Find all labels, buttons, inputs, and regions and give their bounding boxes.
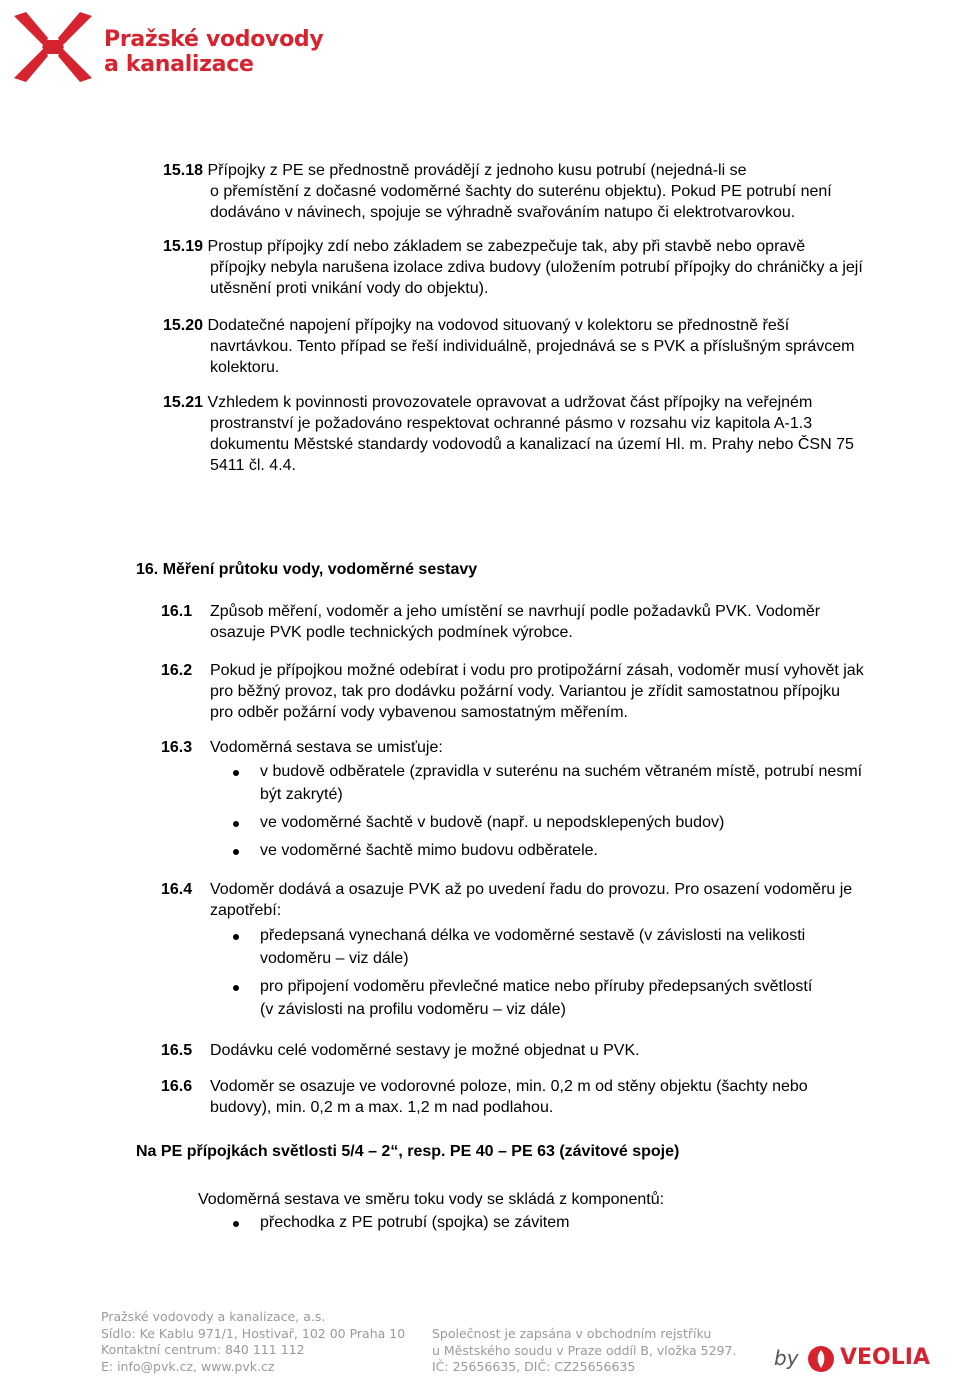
list-item-line: ve vodoměrné šachtě v budově (např. u nepodsklepených budov): [260, 814, 725, 831]
veolia-logo: [774, 1344, 954, 1376]
paragraph-number: 16.3: [161, 739, 193, 756]
company-logo-text: [104, 27, 323, 77]
paragraph-line: kolektoru.: [210, 359, 280, 376]
paragraph-line: 5411 čl. 4.4.: [210, 457, 296, 474]
paragraph-line: prostranství je požadováno respektovat ochranné pásmo v rozsahu viz kapitola A-1.3: [210, 415, 813, 432]
paragraph-number: 16.2: [161, 662, 193, 679]
list-item-line: vodoměru – viz dále): [260, 950, 409, 967]
paragraph-line: Vodoměrná sestava se umisťuje:: [210, 739, 443, 756]
footer-company-name: Pražské vodovody a kanalizace, a.s.: [101, 1309, 326, 1324]
paragraph-line: utěsnění proti vnikání vody do objektu).: [210, 280, 489, 297]
paragraph-15-21: [163, 392, 933, 476]
paragraph-line: Vzhledem k povinnosti provozovatele opravovat a udržovat část přípojky na veřejném: [207, 394, 813, 411]
paragraph-number: 16.1: [161, 603, 193, 620]
paragraph-line: zapotřebí:: [210, 902, 282, 919]
pe-connections-heading: Na PE přípojkách světlosti 5/4 – 2“, resp. PE 40 – PE 63 (závitové spoje): [136, 1143, 680, 1160]
veolia-wordmark: VEOLIA: [840, 1345, 930, 1370]
list-item-line: přechodka z PE potrubí (spojka) se závitem: [260, 1214, 570, 1231]
paragraph-number: 15.20: [163, 317, 204, 334]
paragraph-line: Přípojky z PE se přednostně provádějí z jednoho kusu potrubí (nejedná-li se: [207, 162, 747, 179]
bullet-icon: [233, 985, 239, 991]
components-intro: Vodoměrná sestava ve směru toku vody se skládá z komponentů:: [198, 1191, 665, 1208]
bullet-icon: [233, 770, 239, 776]
paragraph-line: pro běžný provoz, tak pro dodávku požární vody. Variantou je zřídit samostatnou přípojku: [210, 683, 840, 700]
list-item-line: [260, 925, 926, 947]
paragraph-16-5: [161, 1040, 931, 1061]
footer-address: Sídlo: Ke Kablu 971/1, Hostivař, 102 00 Praha 10: [101, 1325, 406, 1341]
paragraph-line: pro odběr požární vody vybavenou samostatným měřením.: [210, 704, 628, 721]
paragraph-line: Vodoměr dodává a osazuje PVK až po uvedení řadu do provozu. Pro osazení vodoměru je: [210, 881, 853, 898]
paragraph-16-6: [161, 1076, 931, 1118]
pvk-cross-icon: [10, 10, 96, 84]
list-item-line: být zakryté): [260, 786, 343, 803]
bullet-icon: [233, 821, 239, 827]
paragraph-line: Způsob měření, vodoměr a jeho umístění se navrhují podle požadavků PVK. Vodoměr: [210, 603, 821, 620]
footer-registry-line: u Městského soudu v Praze oddíl B, vložka 5297.: [432, 1342, 737, 1358]
paragraph-number: 16.4: [161, 881, 193, 898]
pvk-logo-mark: [10, 10, 96, 84]
paragraph-15-18: [163, 160, 923, 223]
footer-company-info: [101, 1309, 405, 1375]
paragraph-line: Vodoměr se osazuje ve vodorovné poloze, min. 0,2 m od stěny objektu (šachty nebo: [210, 1078, 808, 1095]
paragraph-number: 16.5: [161, 1042, 193, 1059]
section-16-heading: 16. Měření průtoku vody, vodoměrné sestavy: [136, 561, 478, 578]
paragraph-line: navrtávkou. Tento případ se řeší individuálně, projednává se s PVK a příslušným správcem: [210, 338, 855, 355]
paragraph-number: 15.18: [163, 162, 204, 179]
bullet-icon: [233, 849, 239, 855]
paragraph-number: 15.21: [163, 394, 204, 411]
paragraph-line: Dodatečné napojení přípojky na vodovod situovaný v kolektoru se přednostně řeší: [207, 317, 790, 334]
footer-email-web: E: info@pvk.cz, www.pvk.cz: [101, 1358, 275, 1374]
paragraph-16-2: [161, 660, 931, 723]
paragraph-line: dodáváno v návinech, spojuje se výhradně svařováním natupo či elektrotvarovkou.: [210, 204, 796, 221]
list-item-line: (v závislosti na profilu vodoměru – viz dále): [260, 1001, 566, 1018]
list-item-line: v budově odběratele (zpravidla v suterénu na suchém větraném místě, potrubí nesmí: [260, 763, 863, 780]
list-item-line: ve vodoměrné šachtě mimo budovu odběratele.: [260, 842, 598, 859]
footer-registry-line: Společnost je zapsána v obchodním rejstříku: [432, 1326, 712, 1341]
paragraph-15-20: [163, 315, 933, 378]
paragraph-line: osazuje PVK podle technických podmínek výrobce.: [210, 624, 573, 641]
bullet-icon: [233, 934, 239, 940]
list-item-line: [260, 976, 926, 998]
paragraph-line: budovy), min. 0,2 m a max. 1,2 m nad podlahou.: [210, 1099, 554, 1116]
footer-ids: IČ: 25656635, DIČ: CZ25656635: [432, 1359, 636, 1374]
paragraph-line: Pokud je přípojkou možné odebírat i vodu pro protipožární zásah, vodoměr musí vyhovět jak: [210, 662, 864, 679]
by-label: by: [774, 1346, 799, 1370]
veolia-flame-icon: [806, 1344, 836, 1374]
list-item-text: pro připojení vodoměru převlečné matice nebo příruby předepsaných světlostí: [260, 978, 813, 995]
paragraph-line: dokumentu Městské standardy vodovodů a kanalizací na území Hl. m. Prahy nebo ČSN 75: [210, 436, 854, 453]
logo-line-1: Pražské vodovody: [104, 27, 324, 52]
paragraph-15-19: [163, 236, 933, 299]
bullet-icon: [233, 1221, 239, 1227]
paragraph-line: o přemístění z dočasné vodoměrné šachty do suterénu objektu). Pokud PE potrubí není: [210, 183, 832, 200]
list-item-text: předepsaná vynechaná délka ve vodoměrné sestavě (v závislosti na velikosti: [260, 927, 806, 944]
paragraph-16-4: [161, 879, 931, 921]
paragraph-line: Prostup přípojky zdí nebo základem se zabezpečuje tak, aby při stavbě nebo opravě: [207, 238, 806, 255]
paragraph-number: 16.6: [161, 1078, 193, 1095]
logo-line-2: a kanalizace: [104, 52, 254, 77]
paragraph-16-1: [161, 601, 921, 643]
paragraph-line: přípojky nebyla narušena izolace zdiva budovy (uložením potrubí přípojky do chráničky a její: [210, 259, 863, 276]
footer-registry-info: [432, 1326, 736, 1376]
footer-contact-center: Kontaktní centrum: 840 111 112: [101, 1342, 305, 1357]
paragraph-number: 15.19: [163, 238, 204, 255]
paragraph-16-3: [161, 737, 931, 758]
paragraph-line: Dodávku celé vodoměrné sestavy je možné objednat u PVK.: [210, 1042, 640, 1059]
